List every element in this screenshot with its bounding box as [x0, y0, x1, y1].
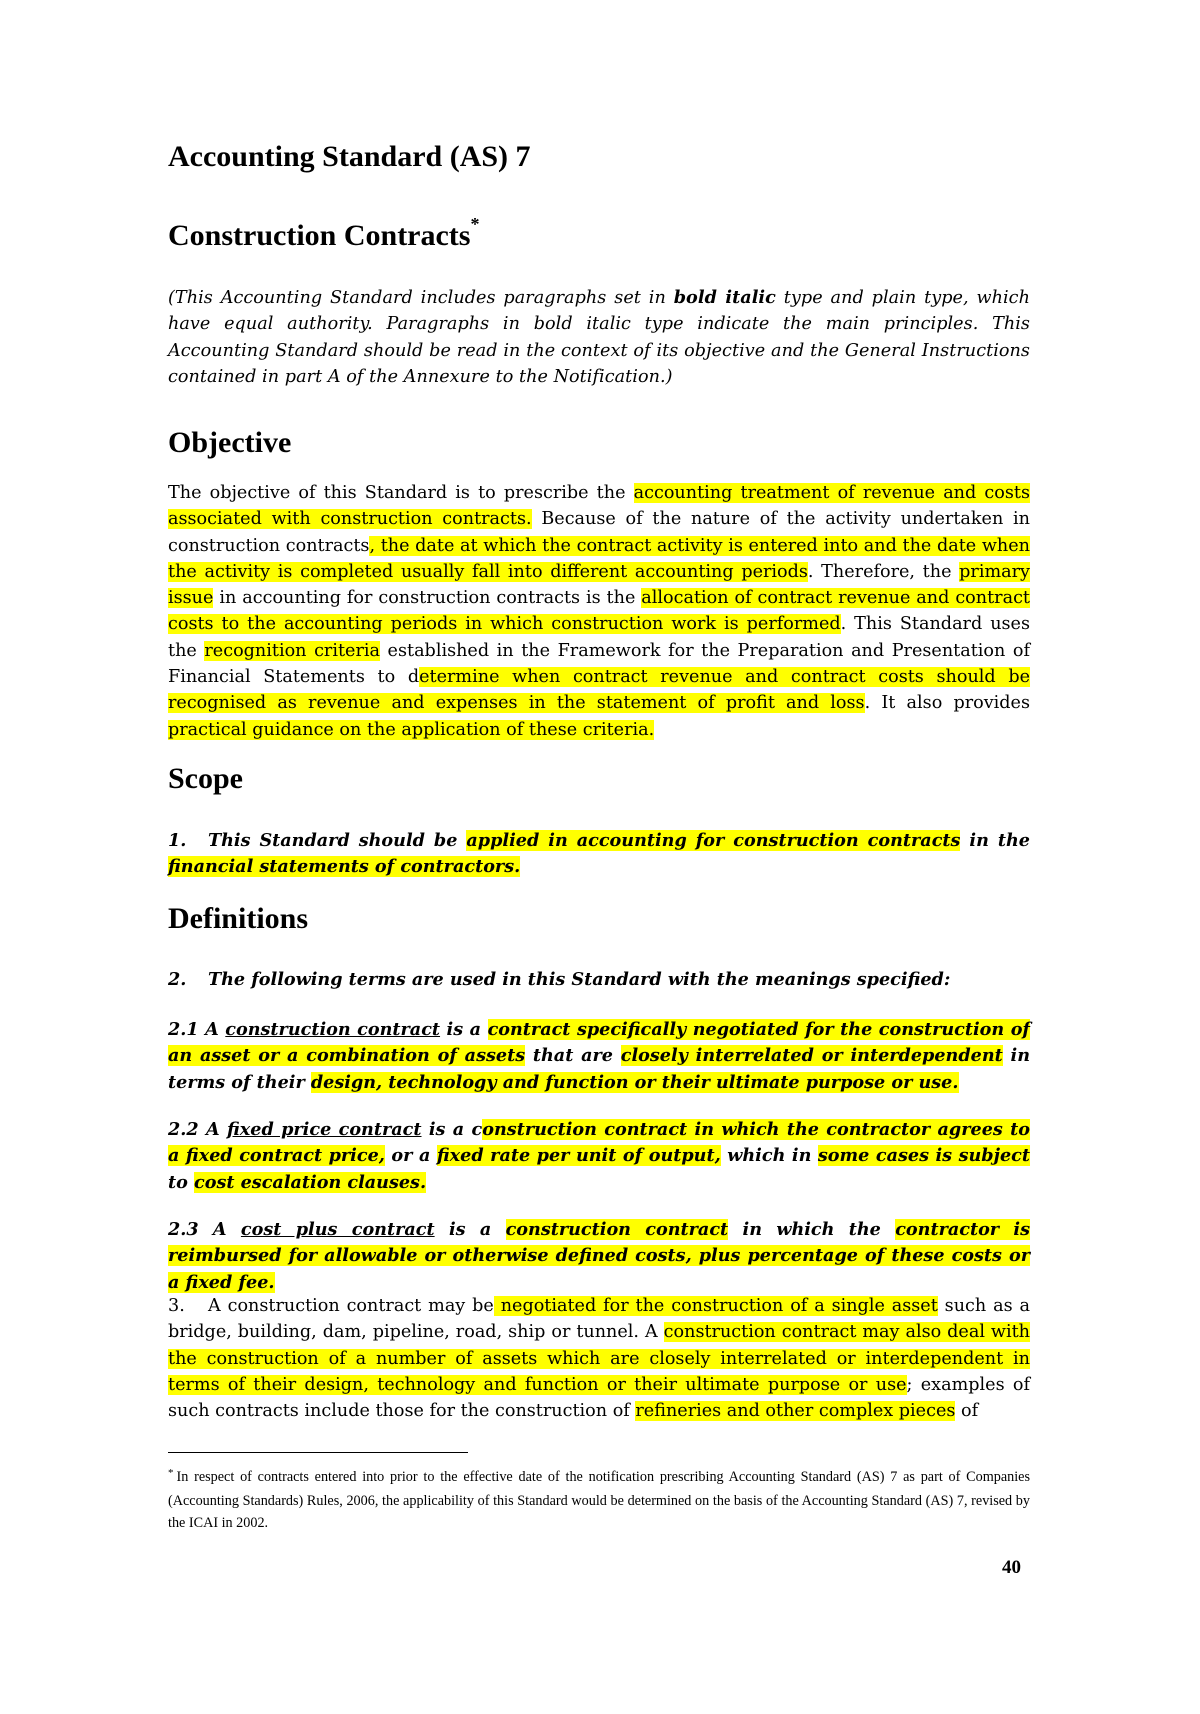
definition-number: 2.2	[168, 1119, 199, 1140]
definition-highlight: onstruction contract in which the contractor agrees to a fixed contract price,	[168, 1119, 1031, 1167]
defined-term: fixed price contract	[226, 1119, 422, 1140]
definition-text: is a c	[421, 1119, 483, 1140]
scope-paragraph-1	[168, 828, 1030, 881]
definition-text: in terms of their	[168, 1045, 1031, 1093]
definition-highlight: some cases is subject	[817, 1145, 1031, 1167]
para3-text: ; examples of such contracts include those for the construction of	[168, 1374, 1030, 1422]
document-title: Accounting Standard (AS) 7	[168, 140, 531, 173]
definition-highlight: contractor is reimbursed for allowable or otherwise defined costs, plus percentage of these costs or a fixed fee.	[168, 1219, 1030, 1293]
definition-text: or a	[384, 1145, 437, 1167]
definition-text: which in	[720, 1145, 818, 1167]
definition-highlight: cost escalation clauses.	[194, 1171, 427, 1193]
page-number: 40	[1002, 1557, 1021, 1578]
definition-construction-contract	[168, 1017, 1030, 1096]
defined-term: construction contract	[225, 1019, 441, 1040]
definition-number: 2.3	[168, 1219, 199, 1240]
definitions-intro-text: The following terms are used in this Standard with the meanings specified:	[208, 969, 951, 990]
objective-highlight: accounting treatment of revenue and costs associated with construction contracts.	[168, 483, 1030, 530]
definitions-paragraph-2	[168, 967, 1030, 993]
objective-highlight: , the date at which the contract activity is entered into and the date when the activity is completed usually fall into different accounting periods	[168, 535, 1030, 582]
paragraph-number: 2.	[168, 969, 187, 990]
intro-text-c: type and plain type, which have equal authority. Paragraphs in bold italic type indicate the main principles. This Accounting Standard should be read in the context of its objective and the General Instructions contained in part A of the Annexure to the Notification.)	[168, 288, 1030, 387]
para3-text: of	[955, 1401, 979, 1422]
footnote-text: In respect of contracts entered into prior to the effective date of the notification prescribing Accounting Standard (AS) 7 as part of Companies (Accounting Standards) Rules, 2006, the applicability of this Standard would be determined on the basis of the Accounting Standard (AS) 7, revised by the ICAI in 2002.	[168, 1469, 1030, 1531]
objective-text: Because of the nature of the activity undertaken in construction contracts	[168, 509, 1030, 556]
footnote-mark: *	[168, 1467, 174, 1479]
objective-paragraph	[168, 480, 1030, 743]
para3-highlight: refineries and other complex pieces	[635, 1401, 956, 1422]
scope-highlight: financial statements of contractors.	[168, 856, 521, 878]
definition-cost-plus-contract	[168, 1217, 1030, 1296]
para3-highlight: negotiated for the construction of a single asset	[493, 1296, 938, 1316]
definition-highlight: design, technology and function or their ultimate purpose or use.	[310, 1071, 959, 1093]
para3-text: A construction contract may be	[208, 1296, 494, 1316]
objective-highlight: recognition criteria	[204, 640, 380, 661]
objective-highlight: etermine when contract revenue and contract costs should be recognised as revenue and expenses in the statement of profit and loss	[168, 667, 1031, 714]
defined-term: cost plus contract	[240, 1219, 435, 1240]
objective-highlight: allocation of contract revenue and contract costs to the accounting periods in which construction work is performed	[168, 588, 1030, 635]
definition-fixed-price-contract	[168, 1117, 1030, 1196]
definition-text: is a	[440, 1019, 488, 1040]
scope-highlight: applied in accounting for construction contracts	[466, 830, 961, 851]
definition-text: A	[198, 1219, 241, 1240]
scope-text: in the	[960, 830, 1030, 851]
objective-text: . This Standard uses the	[168, 614, 1030, 661]
intro-text-a: (This Accounting Standard includes paragraphs set in	[168, 288, 674, 308]
definition-text: A	[198, 1019, 226, 1040]
objective-text: . Therefore, the	[807, 561, 960, 582]
subtitle-text: Construction Contracts	[168, 219, 471, 252]
footnote-separator	[168, 1452, 468, 1453]
para3-highlight: construction contract may also deal with the construction of a number of assets which are closely interrelated or interdependent in terms of their design, technology and function or their ultimate purpose or use	[168, 1322, 1031, 1395]
definition-number: 2.1	[168, 1019, 199, 1040]
objective-highlight: practical guidance on the application of these criteria.	[168, 719, 655, 740]
objective-text: The objective of this Standard is to prescribe the	[168, 483, 634, 503]
objective-text: established in the Framework for the Preparation and Presentation of Financial Statements to d	[168, 640, 1031, 688]
definition-text: that are	[525, 1045, 621, 1067]
definition-text: in which the	[728, 1219, 896, 1240]
definition-highlight: construction contract	[505, 1219, 729, 1240]
definition-highlight: fixed rate per unit of output,	[436, 1145, 721, 1167]
document-subtitle	[168, 214, 480, 253]
objective-text: in accounting for construction contracts is the	[213, 588, 642, 609]
objective-text: . It also provides	[864, 693, 1030, 714]
definition-text: is a	[434, 1219, 506, 1240]
definition-text: to	[168, 1171, 194, 1193]
definitions-heading: Definitions	[168, 902, 309, 935]
paragraph-number: 3.	[168, 1296, 185, 1316]
footnote	[168, 1466, 1030, 1535]
paragraph-number: 1.	[168, 830, 187, 851]
subtitle-footnote-mark: *	[470, 214, 480, 234]
para3-text: such as a bridge, building, dam, pipeline, road, ship or tunnel. A	[168, 1296, 1030, 1343]
intro-text-bold: bold italic	[673, 287, 776, 308]
definition-text: A	[198, 1119, 227, 1140]
definition-highlight: contract specifically negotiated for the construction of an asset or a combination of assets	[168, 1019, 1030, 1067]
objective-heading: Objective	[168, 426, 292, 459]
objective-highlight: primary issue	[168, 561, 1030, 609]
definition-highlight: closely interrelated or interdependent	[620, 1045, 1003, 1067]
scope-text: This Standard should be	[208, 830, 467, 851]
intro-paragraph	[168, 285, 1030, 390]
paragraph-3	[168, 1293, 1030, 1424]
scope-heading: Scope	[168, 762, 243, 795]
